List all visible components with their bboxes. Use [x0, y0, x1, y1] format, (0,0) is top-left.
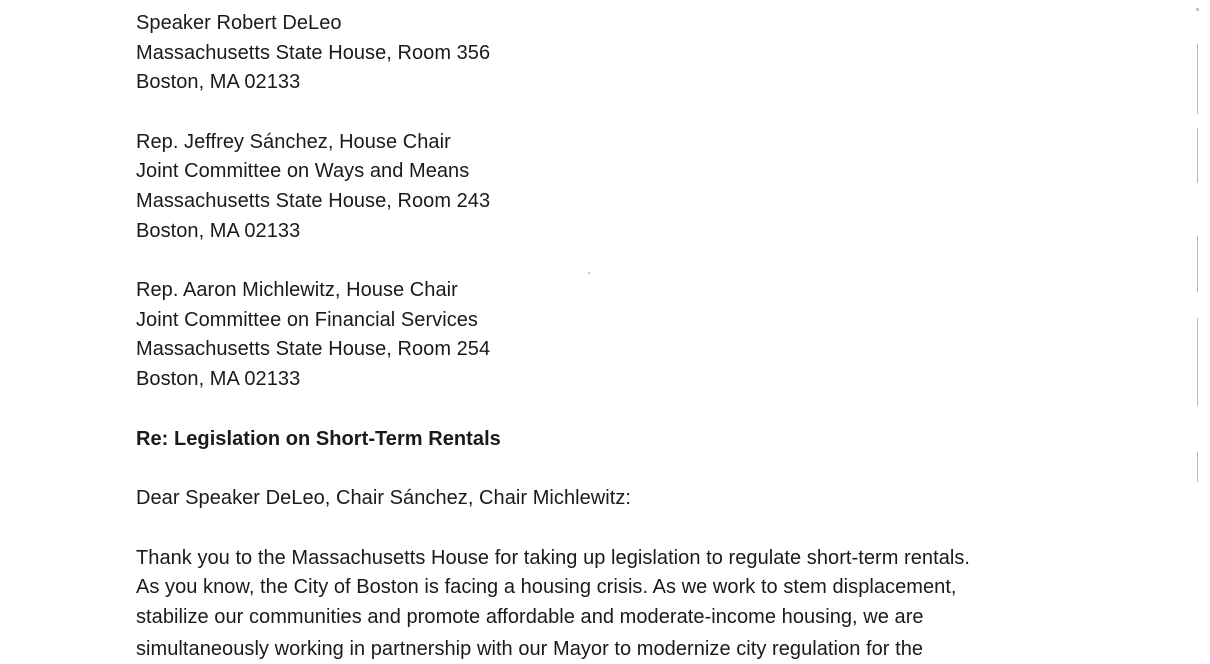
address-line: Joint Committee on Financial Services — [136, 306, 1096, 336]
body-line: stabilize our communities and promote affordable and moderate-income housing, we are — [136, 603, 1096, 633]
address-line: Boston, MA 02133 — [136, 365, 1096, 395]
address-line: Speaker Robert DeLeo — [136, 9, 1096, 39]
body-line: Thank you to the Massachusetts House for taking up legislation to regulate short-term rentals. — [136, 544, 1096, 574]
address-line: Boston, MA 02133 — [136, 68, 1096, 98]
address-line: Rep. Jeffrey Sánchez, House Chair — [136, 128, 1096, 158]
body-line: simultaneously working in partnership with our Mayor to modernize city regulation for the — [136, 635, 1096, 664]
scan-artifact — [588, 272, 590, 274]
recipient-address-deleo — [136, 9, 1096, 98]
scan-artifact — [1197, 44, 1198, 114]
recipient-address-sanchez — [136, 128, 1096, 246]
address-line: Massachusetts State House, Room 254 — [136, 335, 1096, 365]
address-line: Joint Committee on Ways and Means — [136, 157, 1096, 187]
address-line: Massachusetts State House, Room 356 — [136, 39, 1096, 69]
scan-artifact — [1197, 236, 1198, 292]
body-line: As you know, the City of Boston is facing a housing crisis. As we work to stem displacement, — [136, 573, 1096, 603]
letter-body — [136, 9, 1096, 664]
subject-line: Re: Legislation on Short-Term Rentals — [136, 425, 1096, 455]
scan-artifact — [1197, 318, 1198, 406]
body-paragraph — [136, 544, 1096, 664]
recipient-address-michlewitz — [136, 276, 1096, 394]
scan-artifact — [1197, 128, 1198, 183]
scan-artifact — [1196, 8, 1199, 11]
address-line: Massachusetts State House, Room 243 — [136, 187, 1096, 217]
address-line: Boston, MA 02133 — [136, 217, 1096, 247]
scan-artifact — [1197, 452, 1198, 482]
address-line: Rep. Aaron Michlewitz, House Chair — [136, 276, 1096, 306]
salutation: Dear Speaker DeLeo, Chair Sánchez, Chair Michlewitz: — [136, 484, 1096, 514]
